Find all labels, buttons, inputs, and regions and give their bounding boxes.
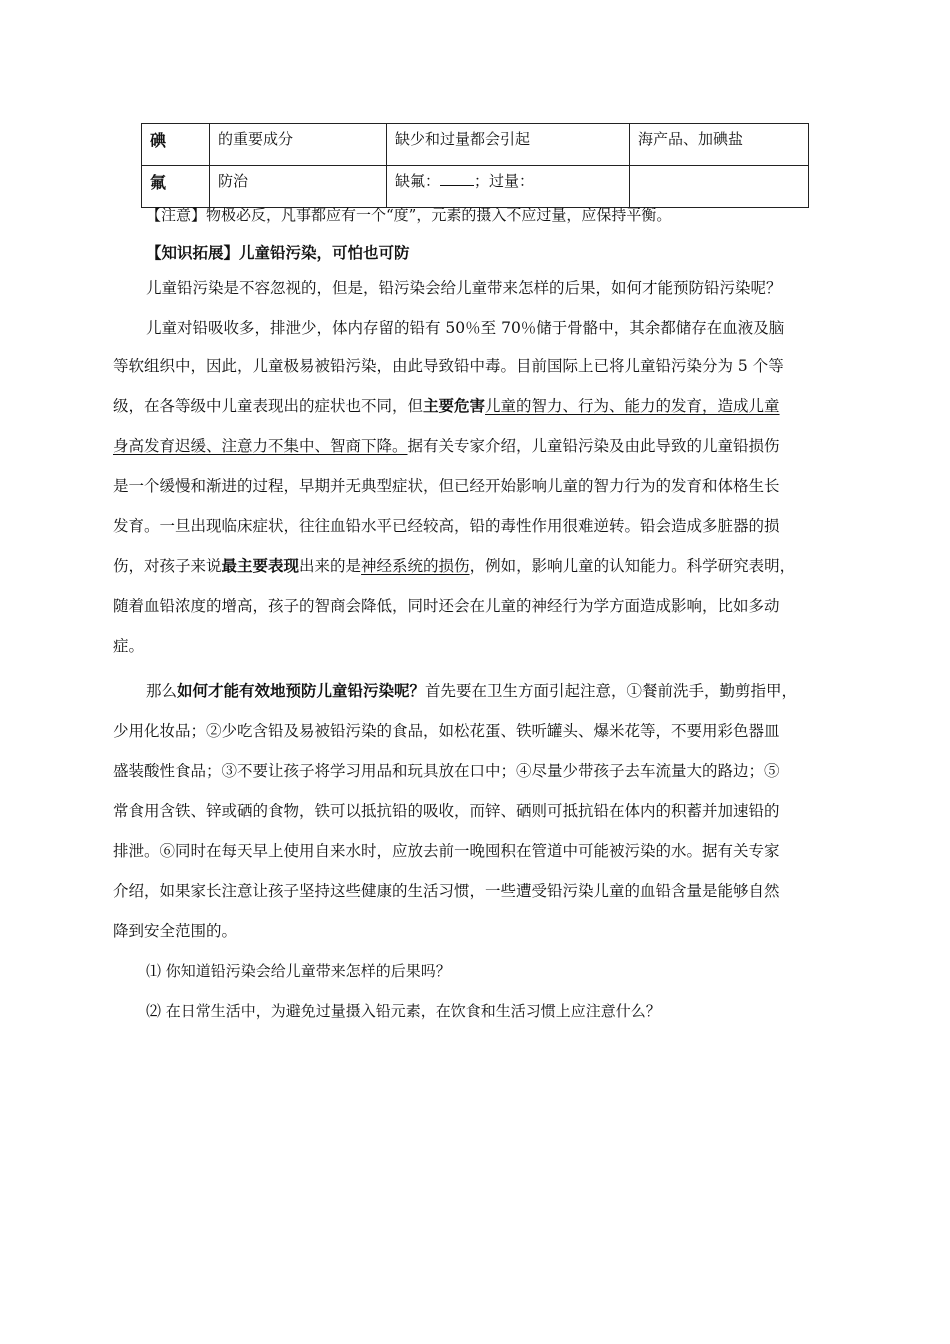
bold-text: 主要危害 bbox=[423, 396, 486, 415]
text-run: 伤，对孩子来说 bbox=[113, 557, 222, 575]
note-text: 【注意】物极必反，凡事都应有一个“度”，元素的摄入不应过量，应保持平衡。 bbox=[146, 206, 672, 224]
paragraph-line bbox=[113, 434, 780, 456]
paragraph-line: 症。 bbox=[113, 637, 145, 655]
element-table bbox=[141, 123, 809, 208]
paragraph-line: 降到安全范围的。 bbox=[113, 922, 238, 940]
answer-blank[interactable] bbox=[440, 171, 474, 186]
underlined-text: 儿童的智力、行为、能力的发育，造成儿童 bbox=[485, 397, 780, 415]
paragraph-line: 介绍，如果家长注意让孩子坚持这些健康的生活习惯，一些遭受铅污染儿童的血铅含量是能够自然 bbox=[113, 882, 780, 900]
paragraph-line: 是一个缓慢和渐进的过程，早期并无典型症状，但已经开始影响儿童的智力行为的发育和体格生长 bbox=[113, 477, 780, 495]
source-cell bbox=[630, 166, 809, 208]
section-heading: 【知识拓展】儿童铅污染，可怕也可防 bbox=[146, 243, 410, 262]
paragraph-line: 排泄。⑥同时在每天早上使用自来水时，应放去前一晚囤积在管道中可能被污染的水。据有关专家 bbox=[113, 842, 780, 860]
question-1: ⑴ 你知道铅污染会给儿童带来怎样的后果吗？ bbox=[146, 962, 451, 980]
underlined-text: 神经系统的损伤 bbox=[361, 557, 470, 575]
paragraph-line: 盛装酸性食品；③不要让孩子将学习用品和玩具放在口中；④尽量少带孩子去车流量大的路边；⑤ bbox=[113, 762, 780, 780]
paragraph-line bbox=[146, 679, 797, 701]
effect-prefix: 缺氟： bbox=[395, 172, 441, 190]
bold-text: 如何才能有效地预防儿童铅污染呢？ bbox=[177, 681, 426, 700]
paragraph-line: 随着血铅浓度的增高，孩子的智商会降低，同时还会在儿童的神经行为学方面造成影响，比如多动 bbox=[113, 597, 780, 615]
text-run: 级，在各等级中儿童表现出的症状也不同，但 bbox=[113, 397, 424, 415]
text-run: 那么 bbox=[146, 682, 178, 700]
paragraph-line: 发育。一旦出现临床症状，往往血铅水平已经较高，铅的毒性作用很难逆转。铅会造成多脏器的损 bbox=[113, 517, 780, 535]
role-cell: 防治 bbox=[210, 166, 387, 208]
paragraph-line: 等软组织中，因此，儿童极易被铅污染，由此导致铅中毒。目前国际上已将儿童铅污染分为 5 个等 bbox=[113, 357, 784, 375]
paragraph-line bbox=[113, 554, 795, 576]
table-row bbox=[142, 124, 809, 166]
bold-text: 最主要表现 bbox=[221, 556, 300, 575]
element-cell: 氟 bbox=[142, 166, 210, 208]
paragraph-line: 儿童铅污染是不容忽视的，但是，铅污染会给儿童带来怎样的后果，如何才能预防铅污染呢？ bbox=[146, 279, 782, 297]
question-2: ⑵ 在日常生活中，为避免过量摄入铅元素，在饮食和生活习惯上应注意什么？ bbox=[146, 1002, 661, 1020]
table-row bbox=[142, 166, 809, 208]
text-run: 据有关专家介绍，儿童铅污染及由此导致的儿童铅损伤 bbox=[407, 437, 780, 455]
underlined-text: 身高发育迟缓、注意力不集中、智商下降。 bbox=[113, 437, 408, 455]
role-cell: 的重要成分 bbox=[210, 124, 387, 166]
paragraph-line: 常食用含铁、锌或硒的食物，铁可以抵抗铅的吸收，而锌、硒则可抵抗铅在体内的积蓄并加速铅的 bbox=[113, 802, 780, 820]
text-run: 出来的是 bbox=[299, 557, 362, 575]
element-cell: 碘 bbox=[142, 124, 210, 166]
effect-suffix: ；过量： bbox=[474, 172, 535, 190]
source-cell: 海产品、加碘盐 bbox=[630, 124, 809, 166]
text-run: ，例如，影响儿童的认知能力。科学研究表明， bbox=[469, 557, 796, 575]
paragraph-line: 少用化妆品；②少吃含铅及易被铅污染的食品，如松花蛋、铁听罐头、爆米花等，不要用彩色器皿 bbox=[113, 722, 780, 740]
effect-cell bbox=[387, 166, 630, 208]
paragraph-line: 儿童对铅吸收多，排泄少，体内存留的铅有 50％至 70％储于骨骼中，其余都储存在血液及脑 bbox=[146, 319, 785, 337]
text-run: 首先要在卫生方面引起注意，①餐前洗手，勤剪指甲， bbox=[425, 682, 798, 700]
paragraph-line bbox=[113, 394, 780, 416]
effect-cell: 缺少和过量都会引起 bbox=[387, 124, 630, 166]
